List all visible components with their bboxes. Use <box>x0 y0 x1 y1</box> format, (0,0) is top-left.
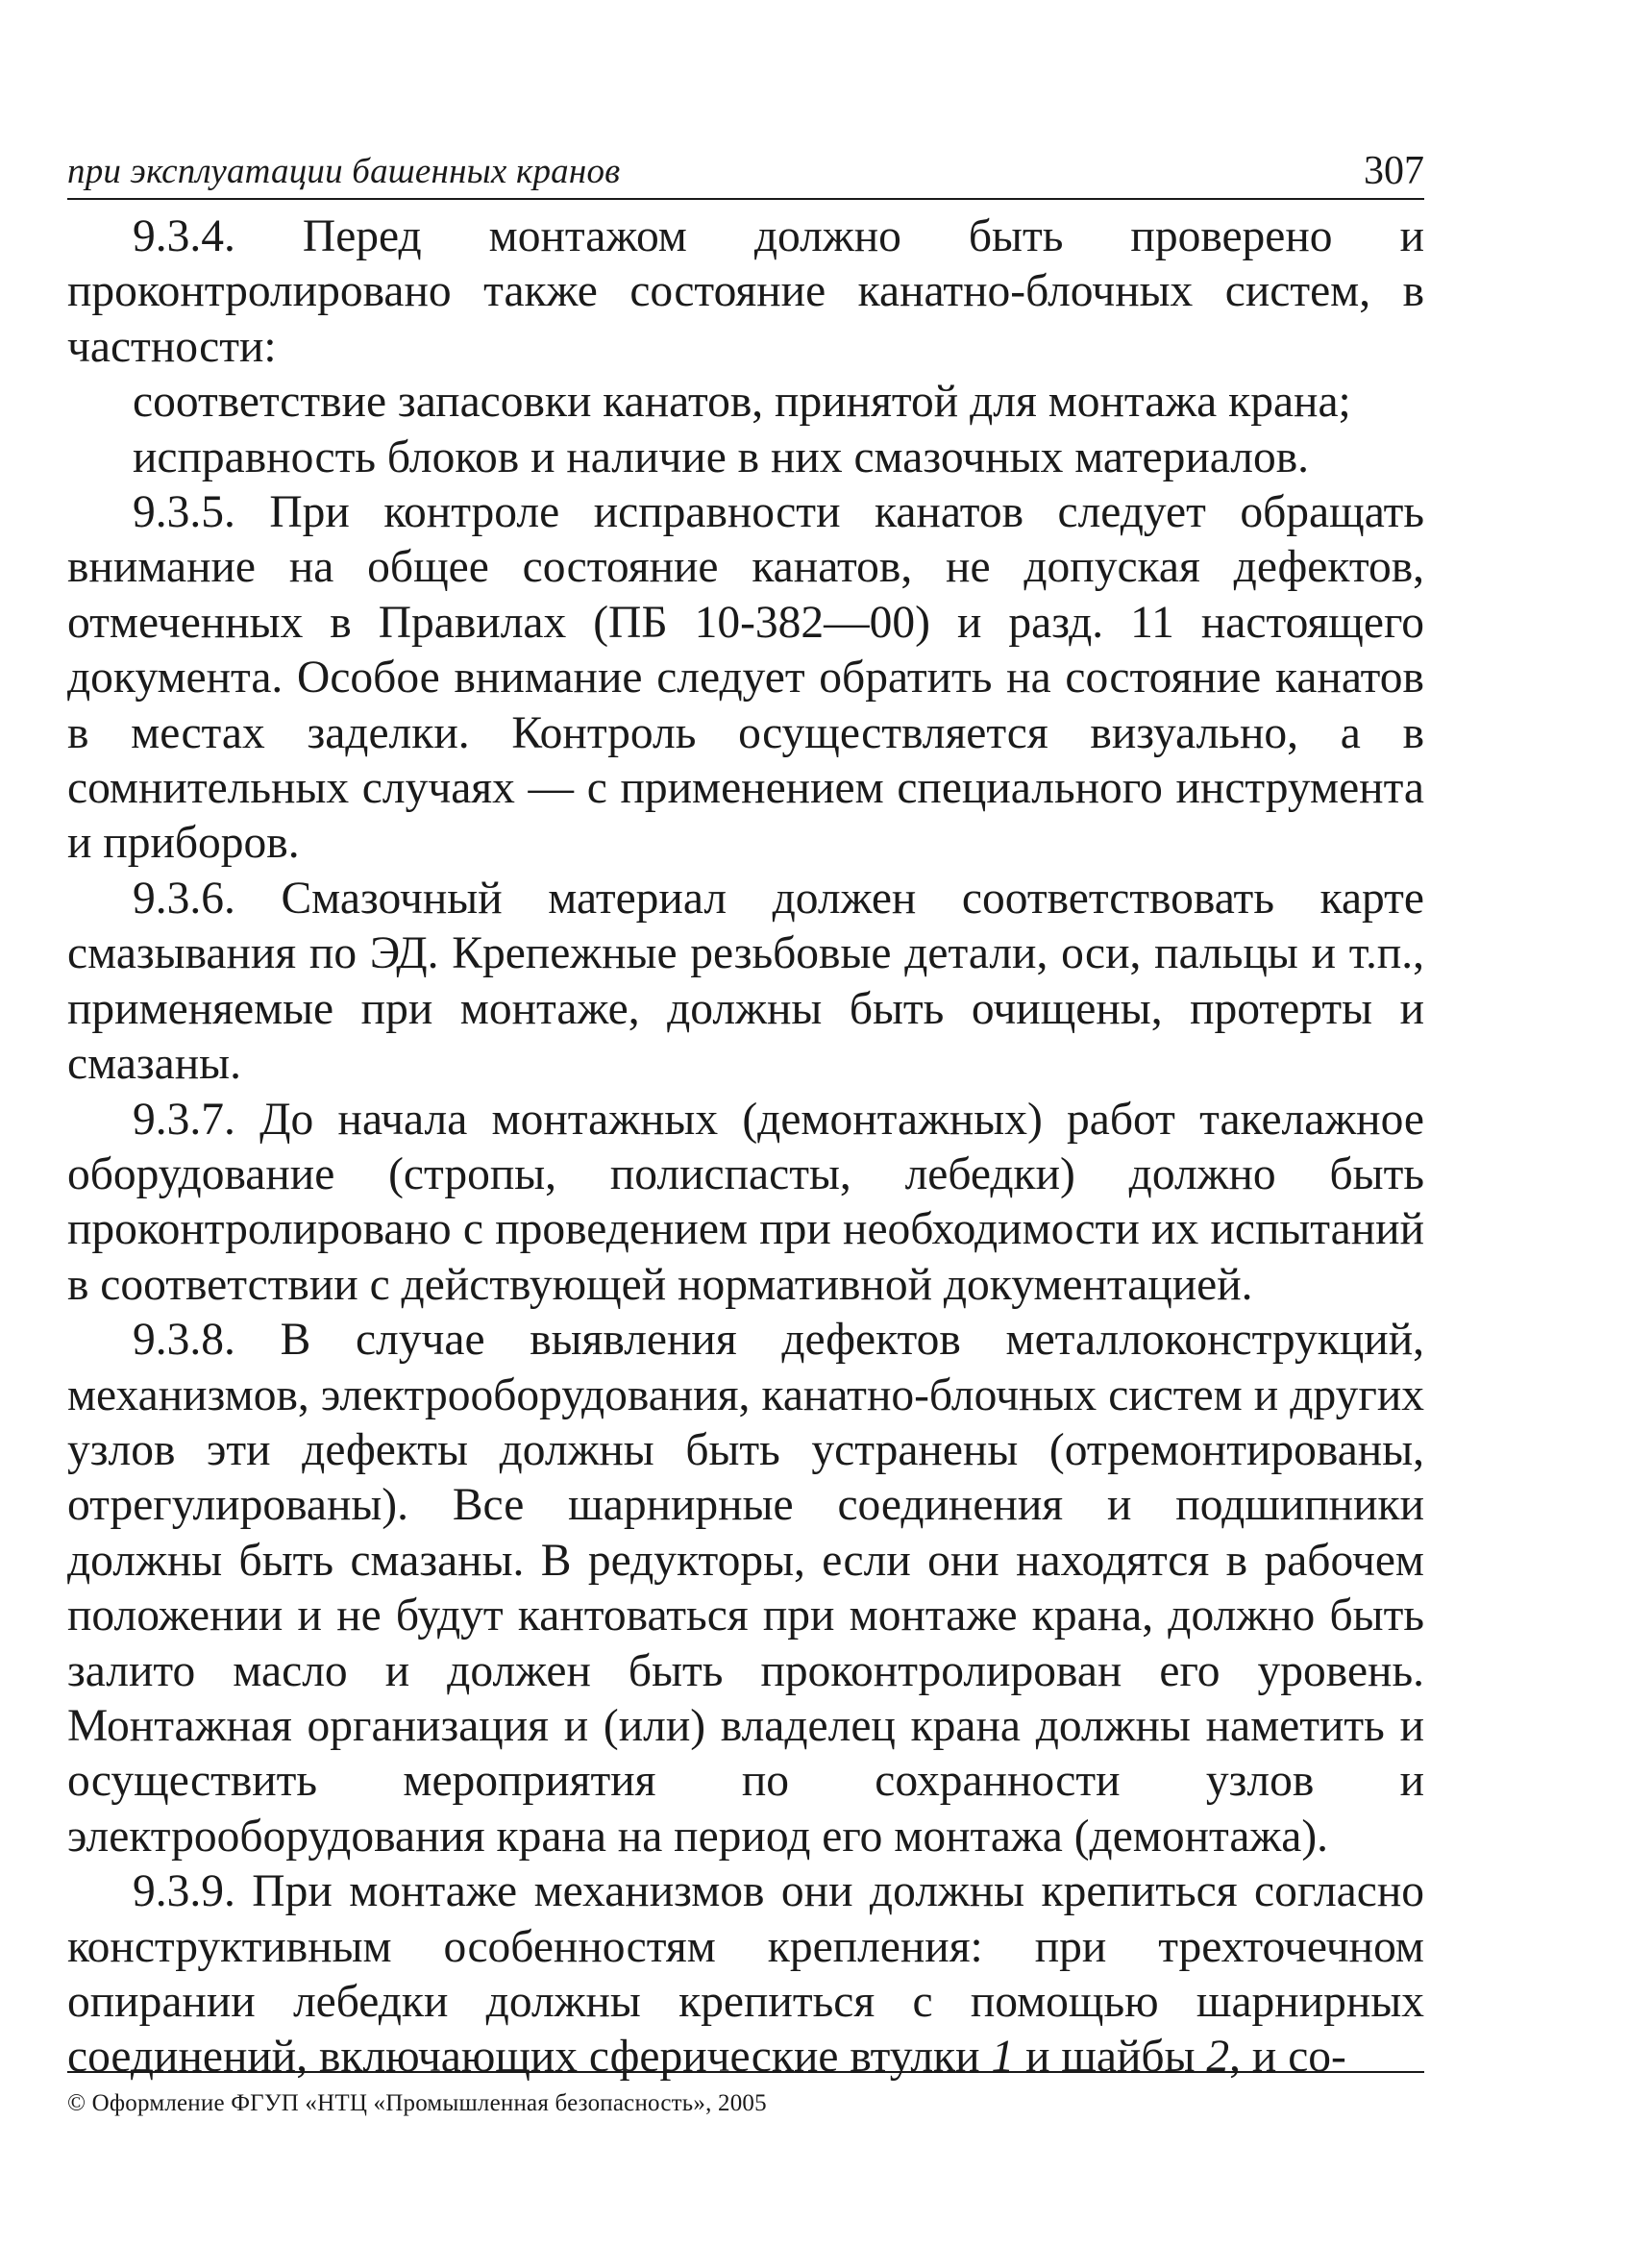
paragraph-9-3-4: 9.3.4. Перед монтажом должно быть проверено и проконтролировано также состояние канатно-блочных систем, в частности: <box>67 211 1424 372</box>
paragraph-9-3-9-text-2: и шайбы <box>1014 2032 1207 2083</box>
footer-rule <box>67 2071 1424 2073</box>
paragraph-9-3-7: 9.3.7. До начала монтажных (демонтажных) работ такелажное оборудование (стропы, полиспасты, лебедки) должно быть проконтролировано с проведением при необходимости их испытаний в соответствии с действующей нормативной документацией. <box>67 1094 1424 1310</box>
paragraph-9-3-6: 9.3.6. Смазочный материал должен соответствовать карте смазывания по ЭД. Крепежные резьбовые детали, оси, пальцы и т.п., применяемые при монтаже, должны быть очищены, протерты и смазаны. <box>67 873 1424 1090</box>
paragraph-9-3-4-item-1: соответствие запасовки канатов, принятой для монтажа крана; <box>133 377 1351 428</box>
paragraph-9-3-4-item-2: исправность блоков и наличие в них смазочных материалов. <box>133 432 1310 482</box>
running-title: при эксплуатации башенных кранов <box>67 152 621 191</box>
paragraph-9-3-9-text-1: 9.3.9. При монтаже механизмов они должны крепиться согласно конструктивным особенностям крепления: при трехточечном опирании лебедки должны крепиться с помощью шарнирных соединений, включающих сферические втулки <box>67 1866 1424 2083</box>
paragraph-9-3-9-text-3: , и со- <box>1229 2032 1346 2083</box>
figure-ref-1: 1 <box>991 2032 1015 2083</box>
footer-copyright: © Оформление ФГУП «НТЦ «Промышленная безопасность», 2005 <box>67 2090 767 2116</box>
body-text <box>67 210 1424 2085</box>
paragraph-9-3-9 <box>67 1864 1424 2085</box>
figure-ref-2: 2 <box>1206 2032 1230 2083</box>
paragraph-9-3-5: 9.3.5. При контроле исправности канатов следует обращать внимание на общее состояние канатов, не допуская дефектов, отмеченных в Правилах (ПБ 10-382—00) и разд. 11 настоящего документа. Особое внимание следует обратить на состояние канатов в местах заделки. Контроль осуществляется визуально, а в сомнительных случаях — с применением специального инструмента и приборов. <box>67 487 1424 869</box>
page-number: 307 <box>1364 149 1424 193</box>
running-header <box>67 142 1424 200</box>
paragraph-9-3-8: 9.3.8. В случае выявления дефектов металлоконструкций, механизмов, электрооборудования, канатно-блочных систем и других узлов эти дефекты должны быть устранены (отремонтированы, отрегулированы). Все шарнирные соединения и подшипники должны быть смазаны. В редукторы, если они находятся в рабочем положении и не будут кантоваться при монтаже крана, должно быть залито масло и должен быть проконтролирован его уровень. Монтажная организация и (или) владелец крана должны наметить и осуществить мероприятия по сохранности узлов и электрооборудования крана на период его монтажа (демонтажа). <box>67 1315 1424 1862</box>
